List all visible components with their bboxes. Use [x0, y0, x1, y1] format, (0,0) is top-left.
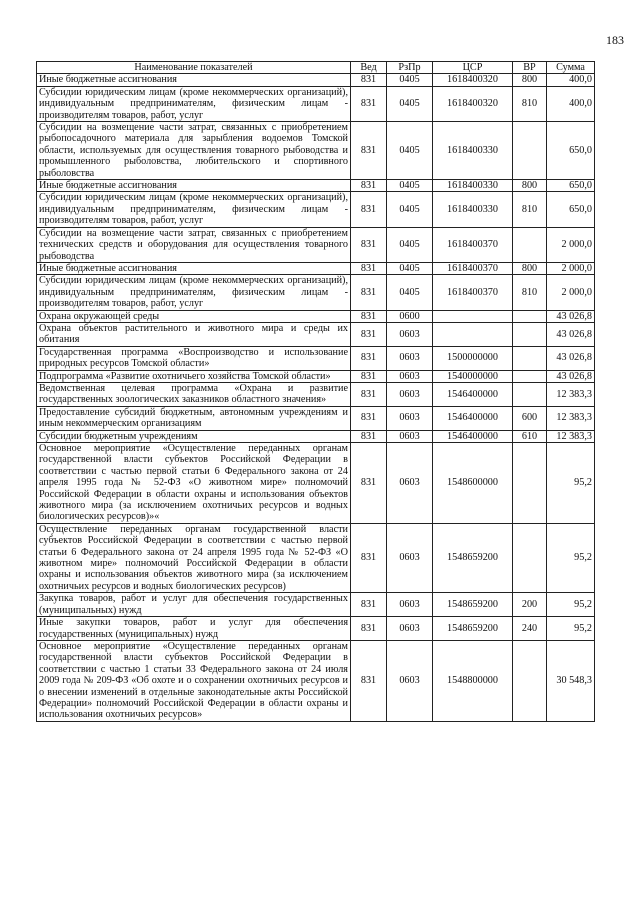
csr-cell: 1618400330: [433, 122, 513, 180]
csr-cell: 1500000000: [433, 346, 513, 370]
table-row: [37, 617, 595, 641]
table-row: [37, 322, 595, 346]
vr-cell: [513, 523, 547, 592]
rzpr-cell: 0405: [387, 122, 433, 180]
name-cell: Охрана окружающей среды: [37, 310, 351, 322]
sum-cell: 43 026,8: [547, 346, 595, 370]
name-cell: Иные бюджетные ассигнования: [37, 180, 351, 192]
name-cell: Субсидии юридическим лицам (кроме некоммерческих организаций), индивидуальным предпринимателям, физическим лицам - производителям товаров, работ, услуг: [37, 275, 351, 310]
name-cell: Государственная программа «Воспроизводство и использование природных ресурсов Томской области»: [37, 346, 351, 370]
name-cell: Основное мероприятие «Осуществление переданных органам государственной власти субъектов Российской Федерации в соответствии с частью 1 статьи 33 Федерального закона от 24 июля 2009 года № 209-ФЗ «Об охоте и о сохранении охотничьих ресурсов и о внесении изменений в отдельные законодательные акты Российской Федерации» полномочий Российской Федерации в области охраны и использования охотничьих ресурсов»: [37, 640, 351, 721]
header-rzpr: РзПр: [387, 62, 433, 74]
name-cell: Субсидии бюджетным учреждениям: [37, 430, 351, 442]
ved-cell: 831: [351, 593, 387, 617]
ved-cell: 831: [351, 180, 387, 192]
vr-cell: [513, 122, 547, 180]
csr-cell: 1546400000: [433, 382, 513, 406]
table-row: [37, 122, 595, 180]
sum-cell: 12 383,3: [547, 430, 595, 442]
rzpr-cell: 0603: [387, 382, 433, 406]
ved-cell: 831: [351, 430, 387, 442]
name-cell: Закупка товаров, работ и услуг для обеспечения государственных (муниципальных) нужд: [37, 593, 351, 617]
ved-cell: 831: [351, 406, 387, 430]
header-name: Наименование показателей: [37, 62, 351, 74]
table-row: [37, 443, 595, 524]
name-cell: Субсидии на возмещение части затрат, связанных с приобретением рыбопосадочного материала для зарыбления водоемов Томской области, используемых для осуществления товарного рыбоводства и промышленного рыболовства, любительского и спортивного рыболовства: [37, 122, 351, 180]
sum-cell: 400,0: [547, 86, 595, 121]
vr-cell: 810: [513, 275, 547, 310]
vr-cell: 240: [513, 617, 547, 641]
rzpr-cell: 0600: [387, 310, 433, 322]
rzpr-cell: 0603: [387, 346, 433, 370]
table-row: [37, 227, 595, 262]
header-row: [37, 62, 595, 74]
sum-cell: 650,0: [547, 192, 595, 227]
sum-cell: 95,2: [547, 443, 595, 524]
table-row: [37, 593, 595, 617]
sum-cell: 95,2: [547, 523, 595, 592]
rzpr-cell: 0405: [387, 275, 433, 310]
ved-cell: 831: [351, 192, 387, 227]
name-cell: Иные бюджетные ассигнования: [37, 74, 351, 86]
header-vr: ВР: [513, 62, 547, 74]
name-cell: Субсидии на возмещение части затрат, связанных с приобретением технических средств и оборудования для осуществления товарного рыбоводства: [37, 227, 351, 262]
name-cell: Осуществление переданных органам государственной власти субъектов Российской Федерации в соответствии с частью первой статьи 6 Федерального закона от 24 апреля 1995 года № 52-ФЗ «О животном мире» полномочий Российской Федерации в области охраны и использования объектов животного мира (за исключением охотничьих ресурсов и водных биологических ресурсов): [37, 523, 351, 592]
rzpr-cell: 0405: [387, 227, 433, 262]
vr-cell: 600: [513, 406, 547, 430]
header-csr: ЦСР: [433, 62, 513, 74]
table-row: [37, 310, 595, 322]
vr-cell: [513, 382, 547, 406]
ved-cell: 831: [351, 275, 387, 310]
sum-cell: 400,0: [547, 74, 595, 86]
rzpr-cell: 0603: [387, 593, 433, 617]
name-cell: Ведомственная целевая программа «Охрана и развитие государственных зоологических заказников областного значения»: [37, 382, 351, 406]
sum-cell: 2 000,0: [547, 227, 595, 262]
name-cell: Предоставление субсидий бюджетным, автономным учреждениям и иным некоммерческим организациям: [37, 406, 351, 430]
table-row: [37, 74, 595, 86]
vr-cell: 810: [513, 86, 547, 121]
sum-cell: 95,2: [547, 617, 595, 641]
sum-cell: 30 548,3: [547, 640, 595, 721]
vr-cell: 800: [513, 180, 547, 192]
sum-cell: 95,2: [547, 593, 595, 617]
vr-cell: [513, 346, 547, 370]
rzpr-cell: 0405: [387, 86, 433, 121]
csr-cell: [433, 322, 513, 346]
ved-cell: 831: [351, 382, 387, 406]
vr-cell: [513, 370, 547, 382]
rzpr-cell: 0405: [387, 74, 433, 86]
csr-cell: 1618400320: [433, 74, 513, 86]
csr-cell: 1548659200: [433, 617, 513, 641]
csr-cell: 1548659200: [433, 593, 513, 617]
csr-cell: 1540000000: [433, 370, 513, 382]
table-row: [37, 192, 595, 227]
vr-cell: [513, 322, 547, 346]
sum-cell: 43 026,8: [547, 322, 595, 346]
rzpr-cell: 0405: [387, 192, 433, 227]
ved-cell: 831: [351, 74, 387, 86]
sum-cell: 43 026,8: [547, 370, 595, 382]
ved-cell: 831: [351, 370, 387, 382]
table-row: [37, 406, 595, 430]
csr-cell: 1548600000: [433, 443, 513, 524]
ved-cell: 831: [351, 617, 387, 641]
table-row: [37, 86, 595, 121]
name-cell: Субсидии юридическим лицам (кроме некоммерческих организаций), индивидуальным предпринимателям, физическим лицам - производителям товаров, работ, услуг: [37, 192, 351, 227]
table-header: [37, 62, 595, 74]
sum-cell: 2 000,0: [547, 275, 595, 310]
table-body: [37, 74, 595, 721]
ved-cell: 831: [351, 640, 387, 721]
ved-cell: 831: [351, 322, 387, 346]
table-row: [37, 262, 595, 274]
name-cell: Иные бюджетные ассигнования: [37, 262, 351, 274]
vr-cell: [513, 640, 547, 721]
table-row: [37, 275, 595, 310]
table-row: [37, 382, 595, 406]
rzpr-cell: 0603: [387, 430, 433, 442]
rzpr-cell: 0603: [387, 640, 433, 721]
table-row: [37, 370, 595, 382]
sum-cell: 650,0: [547, 180, 595, 192]
header-ved: Вед: [351, 62, 387, 74]
vr-cell: [513, 443, 547, 524]
rzpr-cell: 0405: [387, 180, 433, 192]
rzpr-cell: 0603: [387, 523, 433, 592]
name-cell: Иные закупки товаров, работ и услуг для обеспечения государственных (муниципальных) нужд: [37, 617, 351, 641]
ved-cell: 831: [351, 86, 387, 121]
csr-cell: 1618400320: [433, 86, 513, 121]
name-cell: Основное мероприятие «Осуществление переданных органам государственной власти субъектов Российской Федерации в соответствии с частью первой статьи 6 Федерального закона от 24 апреля 1995 года № 52-ФЗ «О животном мире» полномочий Российской Федерации в области охраны и использования объектов животного мира (за исключением охотничьих ресурсов и водных биологических ресурсов)»«: [37, 443, 351, 524]
ved-cell: 831: [351, 523, 387, 592]
sum-cell: 43 026,8: [547, 310, 595, 322]
csr-cell: 1618400370: [433, 227, 513, 262]
csr-cell: 1618400330: [433, 180, 513, 192]
csr-cell: [433, 310, 513, 322]
name-cell: Подпрограмма «Развитие охотничьего хозяйства Томской области»: [37, 370, 351, 382]
vr-cell: 610: [513, 430, 547, 442]
vr-cell: [513, 227, 547, 262]
rzpr-cell: 0603: [387, 370, 433, 382]
csr-cell: 1546400000: [433, 406, 513, 430]
sum-cell: 650,0: [547, 122, 595, 180]
name-cell: Охрана объектов растительного и животного мира и среды их обитания: [37, 322, 351, 346]
csr-cell: 1546400000: [433, 430, 513, 442]
csr-cell: 1618400370: [433, 262, 513, 274]
vr-cell: 200: [513, 593, 547, 617]
ved-cell: 831: [351, 310, 387, 322]
table-row: [37, 346, 595, 370]
vr-cell: [513, 310, 547, 322]
vr-cell: 800: [513, 262, 547, 274]
ved-cell: 831: [351, 443, 387, 524]
ved-cell: 831: [351, 122, 387, 180]
vr-cell: 810: [513, 192, 547, 227]
sum-cell: 12 383,3: [547, 406, 595, 430]
ved-cell: 831: [351, 346, 387, 370]
vr-cell: 800: [513, 74, 547, 86]
csr-cell: 1618400370: [433, 275, 513, 310]
budget-table: [36, 61, 595, 722]
header-sum: Сумма: [547, 62, 595, 74]
rzpr-cell: 0603: [387, 322, 433, 346]
sum-cell: 12 383,3: [547, 382, 595, 406]
table-row: [37, 430, 595, 442]
ved-cell: 831: [351, 227, 387, 262]
csr-cell: 1618400330: [433, 192, 513, 227]
table-row: [37, 523, 595, 592]
page-number: 183: [606, 33, 624, 47]
rzpr-cell: 0603: [387, 443, 433, 524]
sum-cell: 2 000,0: [547, 262, 595, 274]
rzpr-cell: 0603: [387, 406, 433, 430]
table-row: [37, 180, 595, 192]
rzpr-cell: 0603: [387, 617, 433, 641]
rzpr-cell: 0405: [387, 262, 433, 274]
csr-cell: 1548659200: [433, 523, 513, 592]
name-cell: Субсидии юридическим лицам (кроме некоммерческих организаций), индивидуальным предпринимателям, физическим лицам - производителям товаров, работ, услуг: [37, 86, 351, 121]
csr-cell: 1548800000: [433, 640, 513, 721]
ved-cell: 831: [351, 262, 387, 274]
table-row: [37, 640, 595, 721]
